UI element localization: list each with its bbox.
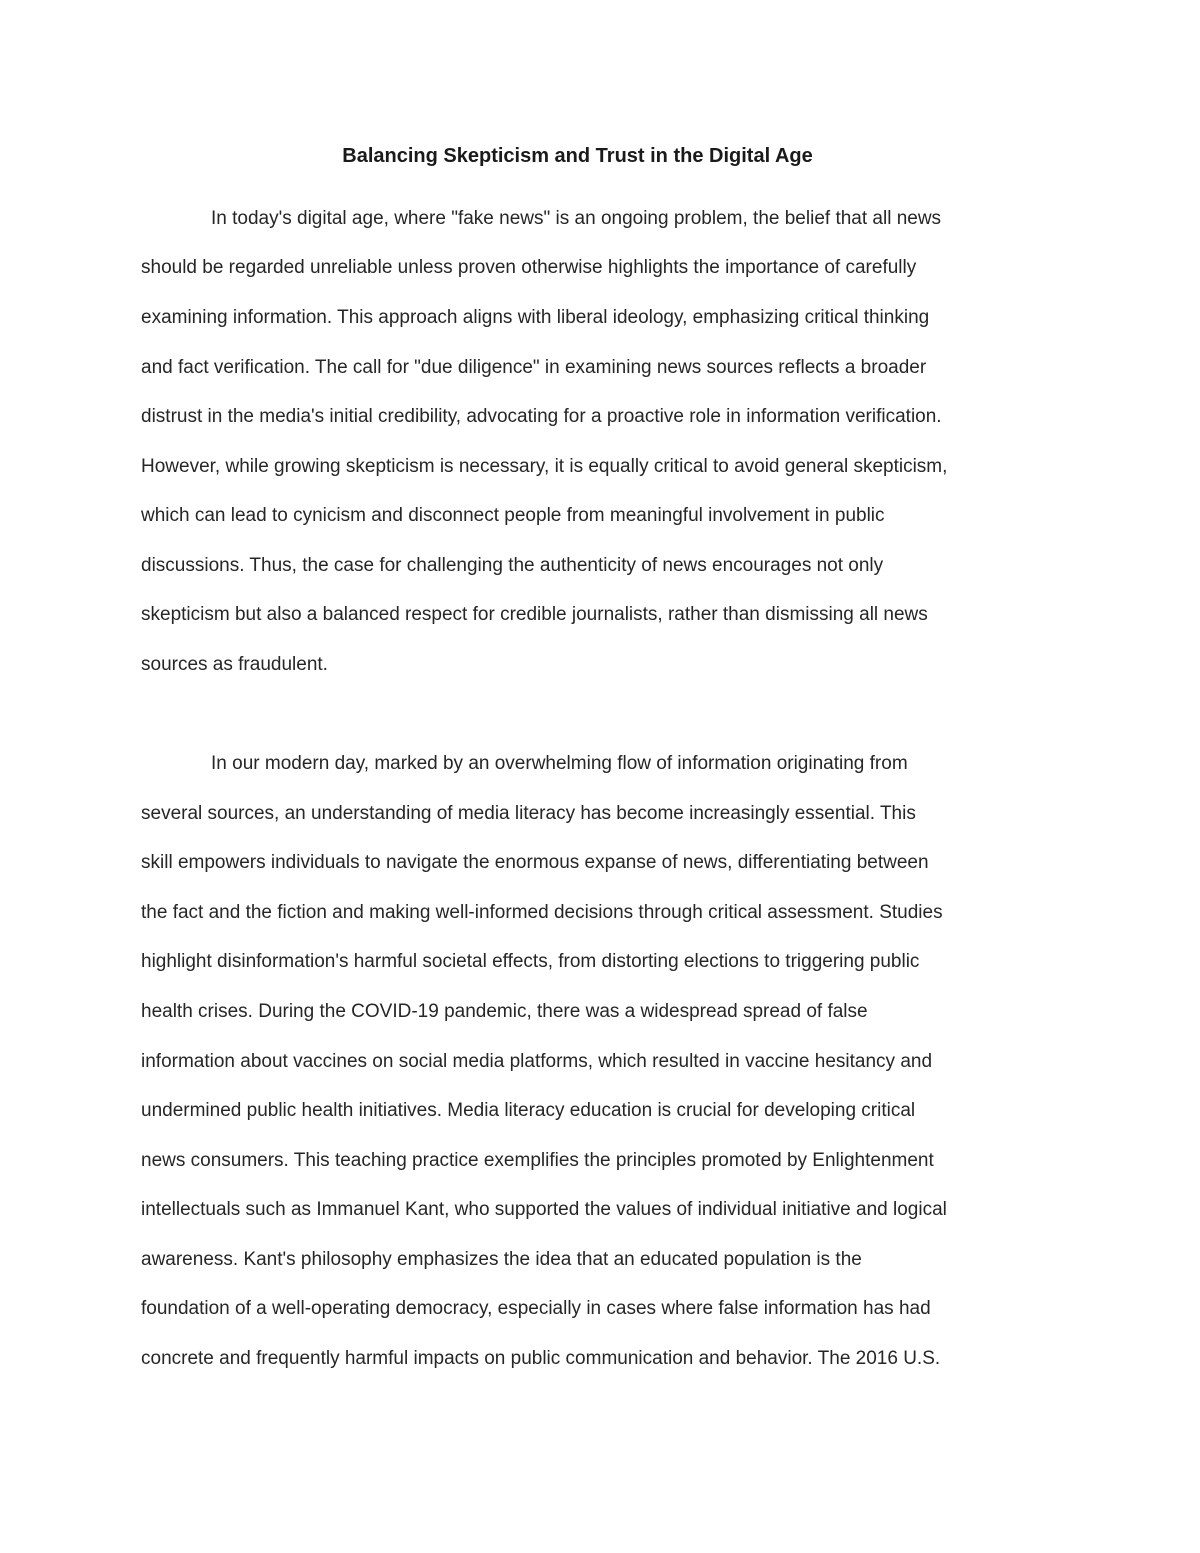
document-title: Balancing Skepticism and Trust in the Digital Age [342, 145, 813, 167]
paragraph-line: examining information. This approach aligns with liberal ideology, emphasizing critical thinking [141, 307, 930, 328]
paragraph-line: concrete and frequently harmful impacts on public communication and behavior. The 2016 U.S. [141, 1348, 941, 1369]
paragraph-line: discussions. Thus, the case for challenging the authenticity of news encourages not only [141, 555, 884, 576]
paragraph-line: In today's digital age, where "fake news" is an ongoing problem, the belief that all news [211, 208, 942, 229]
paragraph-line: highlight disinformation's harmful societal effects, from distorting elections to triggering public [141, 951, 920, 972]
paragraph-line: However, while growing skepticism is necessary, it is equally critical to avoid general skepticism, [141, 456, 948, 477]
paragraph-line: awareness. Kant's philosophy emphasizes the idea that an educated population is the [141, 1249, 862, 1270]
paragraph-line: skepticism but also a balanced respect for credible journalists, rather than dismissing all news [141, 604, 928, 625]
paragraph-line: In our modern day, marked by an overwhelming flow of information originating from [211, 753, 908, 774]
paragraph-line: foundation of a well-operating democracy, especially in cases where false information has had [141, 1298, 931, 1319]
paragraph-line: which can lead to cynicism and disconnect people from meaningful involvement in public [141, 505, 885, 526]
paragraph-line: skill empowers individuals to navigate the enormous expanse of news, differentiating between [141, 852, 929, 873]
paragraph-line: distrust in the media's initial credibility, advocating for a proactive role in information verification. [141, 406, 942, 427]
paragraph-line: undermined public health initiatives. Media literacy education is crucial for developing critical [141, 1100, 916, 1121]
paragraph-line: and fact verification. The call for "due diligence" in examining news sources reflects a broader [141, 357, 927, 378]
paragraph-line: several sources, an understanding of media literacy has become increasingly essential. This [141, 803, 916, 824]
paragraph-line: news consumers. This teaching practice exemplifies the principles promoted by Enlightenment [141, 1150, 934, 1171]
paragraph-line: the fact and the fiction and making well-informed decisions through critical assessment. Studies [141, 902, 943, 923]
paragraph-line: sources as fraudulent. [141, 654, 328, 675]
paragraph-line: intellectuals such as Immanuel Kant, who supported the values of individual initiative and logical [141, 1199, 947, 1220]
paragraph-line: should be regarded unreliable unless proven otherwise highlights the importance of carefully [141, 257, 917, 278]
paragraph-line: information about vaccines on social media platforms, which resulted in vaccine hesitancy and [141, 1051, 933, 1072]
paragraph-line: health crises. During the COVID-19 pandemic, there was a widespread spread of false [141, 1001, 868, 1022]
